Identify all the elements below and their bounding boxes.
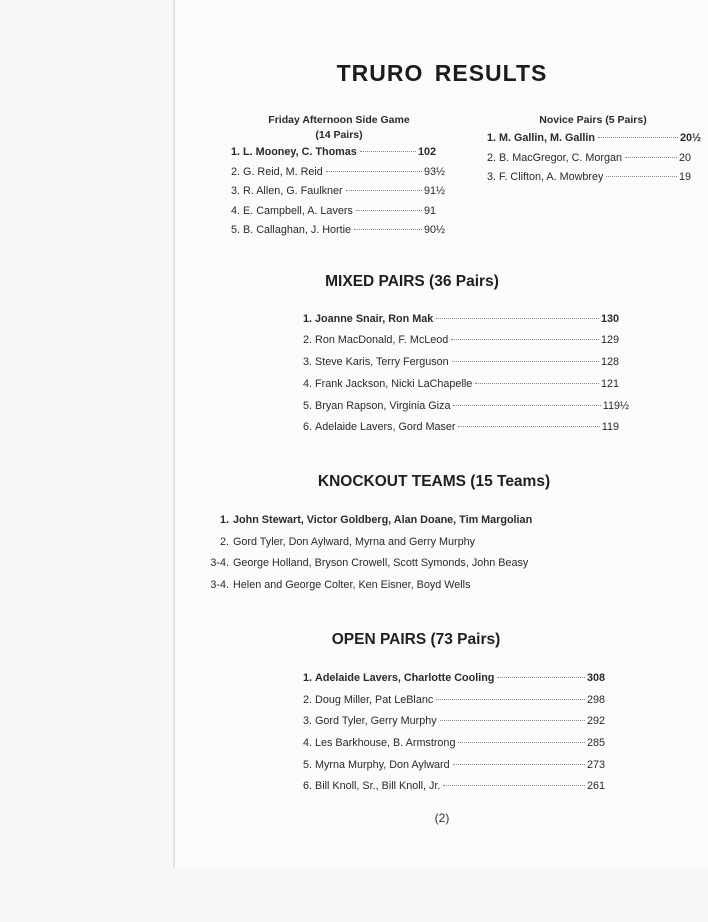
names: George Holland, Bryson Crowell, Scott Symonds, John Beasy [233, 557, 529, 569]
place: 5. [303, 759, 313, 771]
open-row-4 [303, 737, 605, 753]
place: 4. [303, 378, 313, 390]
place: 3. [487, 171, 497, 183]
place: 3. [303, 356, 313, 368]
dot-leader [356, 210, 422, 211]
place: 4. [303, 737, 313, 749]
dot-leader [436, 318, 599, 319]
names: Myrna Murphy, Don Aylward [315, 759, 450, 771]
mixed-row-1 [303, 313, 619, 329]
names: Les Barkhouse, B. Armstrong [315, 737, 456, 749]
novice-heading: Novice Pairs (5 Pairs) [539, 114, 647, 126]
knockout-row-4 [205, 579, 470, 591]
open-row-3 [303, 715, 605, 731]
open-pairs-heading: OPEN PAIRS (73 Pairs) [331, 631, 501, 648]
dot-leader [452, 361, 599, 362]
dot-leader [497, 677, 585, 678]
mixed-row-4 [303, 378, 619, 394]
names: Helen and George Colter, Ken Eisner, Boyd Wells [233, 579, 471, 591]
left-margin [0, 0, 172, 922]
score: 93½ [423, 166, 445, 178]
dot-leader [458, 742, 585, 743]
dot-leader [598, 137, 678, 138]
dot-leader [326, 171, 422, 172]
place: 1. [487, 132, 497, 144]
dot-leader [346, 190, 422, 191]
dot-leader [443, 785, 585, 786]
dot-leader [360, 151, 416, 152]
names: B. MacGregor, C. Morgan [499, 152, 623, 164]
place: 1. [219, 514, 229, 526]
names: Adelaide Lavers, Gord Maser [315, 421, 456, 433]
place: 2. [487, 152, 497, 164]
dot-leader [453, 405, 600, 406]
open-row-2 [303, 694, 605, 710]
score: 119 [601, 421, 619, 433]
names: Joanne Snair, Ron Mak [315, 313, 434, 325]
names: John Stewart, Victor Goldberg, Alan Doane, Tim Margolian [233, 514, 533, 526]
names: Steve Karis, Terry Ferguson [315, 356, 449, 368]
dot-leader [453, 764, 585, 765]
mixed-row-2 [303, 334, 619, 350]
score: 121 [600, 378, 619, 390]
friday-row-3 [231, 185, 445, 201]
novice-row-1 [487, 132, 701, 148]
friday-row-5 [231, 224, 445, 240]
page-number: (2) [434, 811, 450, 825]
score: 298 [586, 694, 605, 706]
names: Ron MacDonald, F. McLeod [315, 334, 449, 346]
names: E. Campbell, A. Lavers [243, 205, 353, 217]
place: 2. [231, 166, 241, 178]
score: 128 [600, 356, 619, 368]
score: 19 [678, 171, 691, 183]
names: Bill Knoll, Sr., Bill Knoll, Jr. [315, 780, 441, 792]
open-row-6 [303, 780, 605, 796]
score: 129 [600, 334, 619, 346]
friday-heading-line2: (14 Pairs) [315, 129, 363, 141]
place: 2. [303, 694, 313, 706]
place: 3-4. [210, 579, 229, 591]
novice-row-2 [487, 152, 691, 168]
dot-leader [354, 229, 422, 230]
friday-row-1 [231, 146, 436, 162]
score: 90½ [423, 224, 445, 236]
place: 3. [231, 185, 241, 197]
place: 5. [303, 400, 313, 412]
results-page [174, 0, 708, 868]
friday-row-4 [231, 205, 436, 221]
friday-heading [235, 113, 443, 143]
place: 3. [303, 715, 313, 727]
names: Gord Tyler, Don Aylward, Myrna and Gerry Murphy [233, 536, 476, 548]
knockout-row-3 [205, 557, 528, 569]
friday-row-2 [231, 166, 445, 182]
names: Adelaide Lavers, Charlotte Cooling [315, 672, 495, 684]
score: 292 [586, 715, 605, 727]
place: 1. [303, 313, 313, 325]
dot-leader [606, 176, 677, 177]
names: Bryan Rapson, Virginia Giza [315, 400, 451, 412]
names: G. Reid, M. Reid [243, 166, 323, 178]
bottom-margin [0, 868, 708, 922]
dot-leader [451, 339, 599, 340]
place: 4. [231, 205, 241, 217]
novice-row-3 [487, 171, 691, 187]
score: 130 [600, 313, 619, 325]
mixed-row-3 [303, 356, 619, 372]
open-row-1 [303, 672, 605, 688]
names: R. Allen, G. Faulkner [243, 185, 343, 197]
names: Doug Miller, Pat LeBlanc [315, 694, 434, 706]
names: Frank Jackson, Nicki LaChapelle [315, 378, 473, 390]
mixed-row-6 [303, 421, 619, 437]
dot-leader [440, 720, 585, 721]
score: 91 [423, 205, 436, 217]
place: 6. [303, 421, 313, 433]
dot-leader [458, 426, 599, 427]
knockout-row-1 [205, 514, 532, 526]
place: 6. [303, 780, 313, 792]
place: 5. [231, 224, 241, 236]
names: F. Clifton, A. Mowbrey [499, 171, 604, 183]
score: 20 [678, 152, 691, 164]
names: B. Callaghan, J. Hortie [243, 224, 352, 236]
page-title: TRURO RESULTS [336, 60, 548, 86]
place: 1. [231, 146, 241, 158]
score: 308 [586, 672, 605, 684]
dot-leader [625, 157, 677, 158]
place: 2. [219, 536, 229, 548]
score: 119½ [602, 400, 629, 412]
mixed-row-5 [303, 400, 629, 416]
score: 285 [586, 737, 605, 749]
score: 20½ [679, 132, 701, 144]
score: 273 [586, 759, 605, 771]
score: 91½ [423, 185, 445, 197]
knockout-teams-heading: KNOCKOUT TEAMS (15 Teams) [317, 473, 551, 490]
names: Gord Tyler, Gerry Murphy [315, 715, 437, 727]
place: 1. [303, 672, 313, 684]
place: 3-4. [210, 557, 229, 569]
dot-leader [475, 383, 599, 384]
open-row-5 [303, 759, 605, 775]
names: L. Mooney, C. Thomas [243, 146, 357, 158]
friday-heading-line1: Friday Afternoon Side Game [268, 114, 410, 126]
score: 102 [417, 146, 436, 158]
names: M. Gallin, M. Gallin [499, 132, 595, 144]
mixed-pairs-heading: MIXED PAIRS (36 Pairs) [325, 273, 499, 290]
knockout-row-2 [205, 536, 475, 548]
place: 2. [303, 334, 313, 346]
score: 261 [586, 780, 605, 792]
dot-leader [436, 699, 585, 700]
